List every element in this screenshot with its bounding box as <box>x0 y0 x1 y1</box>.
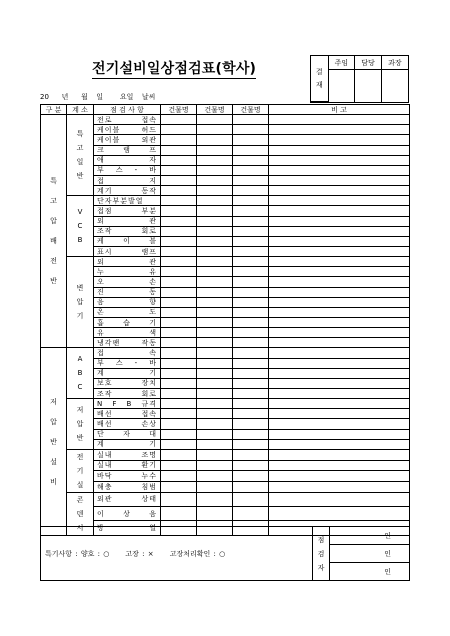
table-row <box>41 358 410 368</box>
table-row <box>41 186 410 196</box>
approval-col-chief: 과장 <box>381 56 408 70</box>
check-item: 보호 장치 <box>94 378 161 388</box>
table-row <box>41 399 410 409</box>
building-result-cell[interactable] <box>197 399 233 409</box>
building-result-cell[interactable] <box>233 419 269 429</box>
table-row <box>41 206 410 216</box>
building-result-cell[interactable] <box>161 175 197 185</box>
building-result-cell[interactable] <box>197 297 233 307</box>
building-result-cell[interactable] <box>233 338 269 348</box>
building-result-cell[interactable] <box>197 125 233 135</box>
building-result-cell[interactable] <box>161 429 197 439</box>
building-result-cell[interactable] <box>197 155 233 165</box>
table-row <box>41 196 410 206</box>
building-result-cell[interactable] <box>197 145 233 155</box>
remarks-cell[interactable] <box>269 328 410 338</box>
check-item: 오 손 <box>94 277 161 287</box>
building-result-cell[interactable] <box>161 449 197 460</box>
building-result-cell[interactable] <box>161 338 197 348</box>
remarks-cell[interactable] <box>269 492 410 506</box>
building-result-cell[interactable] <box>197 307 233 317</box>
check-item: 크 램 프 <box>94 145 161 155</box>
building-result-cell[interactable] <box>197 419 233 429</box>
building-result-cell[interactable] <box>233 287 269 297</box>
remarks-cell[interactable] <box>269 471 410 482</box>
building-result-cell[interactable] <box>233 328 269 338</box>
header-category: 구 분 <box>41 105 67 115</box>
building-result-cell[interactable] <box>197 471 233 482</box>
check-item: 조작 회로 <box>94 388 161 398</box>
building-result-cell[interactable] <box>233 482 269 493</box>
building-result-cell[interactable] <box>161 307 197 317</box>
check-item: 전로 접속 <box>94 115 161 125</box>
section-label: 변 압 기 <box>67 257 94 348</box>
building-result-cell[interactable] <box>197 358 233 368</box>
table-row <box>41 165 410 175</box>
building-result-cell[interactable] <box>161 471 197 482</box>
footer-table <box>40 526 410 581</box>
check-item: 이 상 음 <box>94 507 161 521</box>
approval-side-label: 결 재 <box>311 56 328 102</box>
building-result-cell[interactable] <box>233 216 269 226</box>
building-result-cell[interactable] <box>197 338 233 348</box>
approval-box <box>310 55 409 103</box>
building-result-cell[interactable] <box>197 482 233 493</box>
table-row <box>41 368 410 378</box>
remarks-cell[interactable] <box>269 115 410 125</box>
inspection-table <box>40 104 410 536</box>
building-result-cell[interactable] <box>161 409 197 419</box>
header-section: 계 소 <box>67 105 94 115</box>
building-result-cell[interactable] <box>233 399 269 409</box>
section-label: 특 고 일 반 <box>67 115 94 196</box>
building-result-cell[interactable] <box>161 125 197 135</box>
remarks-cell[interactable] <box>269 155 410 165</box>
building-result-cell[interactable] <box>233 115 269 125</box>
building-result-cell[interactable] <box>233 135 269 145</box>
building-result-cell[interactable] <box>233 317 269 327</box>
check-item: 외관 상태 <box>94 492 161 506</box>
remarks-cell[interactable] <box>269 297 410 307</box>
remarks-cell[interactable] <box>269 287 410 297</box>
remarks-cell[interactable] <box>269 175 410 185</box>
building-result-cell[interactable] <box>161 358 197 368</box>
approval-sign-cell[interactable] <box>328 70 355 102</box>
table-row <box>41 115 410 125</box>
remarks-cell[interactable] <box>269 236 410 246</box>
check-item: 케이블 외관 <box>94 135 161 145</box>
building-result-cell[interactable] <box>161 287 197 297</box>
building-result-cell[interactable] <box>161 277 197 287</box>
table-row <box>41 482 410 493</box>
table-row <box>41 287 410 297</box>
remarks-cell[interactable] <box>269 317 410 327</box>
table-row <box>41 338 410 348</box>
building-result-cell[interactable] <box>161 328 197 338</box>
check-item: 바닥 누수 <box>94 471 161 482</box>
building-result-cell[interactable] <box>197 449 233 460</box>
building-result-cell[interactable] <box>197 206 233 216</box>
building-result-cell[interactable] <box>197 409 233 419</box>
building-result-cell[interactable] <box>161 165 197 175</box>
remarks-cell[interactable] <box>269 409 410 419</box>
building-result-cell[interactable] <box>161 135 197 145</box>
building-result-cell[interactable] <box>197 277 233 287</box>
building-result-cell[interactable] <box>161 216 197 226</box>
building-result-cell[interactable] <box>233 368 269 378</box>
table-row <box>41 125 410 135</box>
building-result-cell[interactable] <box>197 236 233 246</box>
remarks-cell[interactable] <box>269 307 410 317</box>
table-row <box>41 328 410 338</box>
table-row <box>41 471 410 482</box>
building-result-cell[interactable] <box>161 388 197 398</box>
category-label: 저 압 반 설 비 <box>41 348 67 535</box>
building-result-cell[interactable] <box>197 135 233 145</box>
building-result-cell[interactable] <box>233 226 269 236</box>
building-result-cell[interactable] <box>161 267 197 277</box>
building-result-cell[interactable] <box>233 196 269 206</box>
special-notes-legend: 특기사항 : 양호 : ○ 고장 : × 고장처리확인 : ○ <box>41 527 313 581</box>
check-item: 조작 회로 <box>94 226 161 236</box>
building-result-cell[interactable] <box>197 115 233 125</box>
remarks-cell[interactable] <box>269 226 410 236</box>
approval-sign-cell[interactable] <box>381 70 408 102</box>
building-result-cell[interactable] <box>161 419 197 429</box>
building-result-cell[interactable] <box>233 277 269 287</box>
check-item: 케 이 블 <box>94 236 161 246</box>
table-row <box>41 429 410 439</box>
remarks-cell[interactable] <box>269 125 410 135</box>
building-result-cell[interactable] <box>197 348 233 358</box>
remarks-cell[interactable] <box>269 186 410 196</box>
header-building: 건물명 <box>197 105 233 115</box>
building-result-cell[interactable] <box>233 155 269 165</box>
building-result-cell[interactable] <box>161 145 197 155</box>
building-result-cell[interactable] <box>233 186 269 196</box>
table-row <box>41 175 410 185</box>
header-building: 건물명 <box>161 105 197 115</box>
building-result-cell[interactable] <box>233 246 269 256</box>
building-result-cell[interactable] <box>161 196 197 206</box>
check-item: 케이블 허드 <box>94 125 161 135</box>
building-result-cell[interactable] <box>161 236 197 246</box>
table-row <box>41 216 410 226</box>
remarks-cell[interactable] <box>269 338 410 348</box>
table-row <box>41 419 410 429</box>
building-result-cell[interactable] <box>161 399 197 409</box>
check-item: 온 도 <box>94 307 161 317</box>
building-result-cell[interactable] <box>161 507 197 521</box>
page-title: 전기설비일상점검표(학사) <box>92 58 256 79</box>
building-result-cell[interactable] <box>197 165 233 175</box>
remarks-cell[interactable] <box>269 165 410 175</box>
building-result-cell[interactable] <box>161 482 197 493</box>
building-result-cell[interactable] <box>197 507 233 521</box>
building-result-cell[interactable] <box>233 460 269 471</box>
inspector-sign-cell[interactable]: 인 <box>330 527 410 545</box>
check-item: 애 자 <box>94 155 161 165</box>
building-result-cell[interactable] <box>161 246 197 256</box>
table-row <box>41 267 410 277</box>
check-item: 계 기 <box>94 368 161 378</box>
table-row <box>41 378 410 388</box>
remarks-cell[interactable] <box>269 399 410 409</box>
building-result-cell[interactable] <box>197 460 233 471</box>
check-item: 유 색 <box>94 328 161 338</box>
section-label: V C B <box>67 196 94 257</box>
check-item: 음 향 <box>94 297 161 307</box>
remarks-cell[interactable] <box>269 206 410 216</box>
approval-col-manager: 담당 <box>355 56 382 70</box>
section-label: 콘 덴 서 <box>67 492 94 535</box>
remarks-cell[interactable] <box>269 145 410 155</box>
building-result-cell[interactable] <box>161 378 197 388</box>
building-result-cell[interactable] <box>233 175 269 185</box>
header-check-item: 점 검 사 항 <box>94 105 161 115</box>
building-result-cell[interactable] <box>161 439 197 449</box>
table-row <box>41 135 410 145</box>
building-result-cell[interactable] <box>197 267 233 277</box>
building-result-cell[interactable] <box>233 378 269 388</box>
building-result-cell[interactable] <box>197 328 233 338</box>
building-result-cell[interactable] <box>233 165 269 175</box>
building-result-cell[interactable] <box>161 115 197 125</box>
building-result-cell[interactable] <box>197 226 233 236</box>
remarks-cell[interactable] <box>269 507 410 521</box>
check-item: 접 속 <box>94 348 161 358</box>
building-result-cell[interactable] <box>233 206 269 216</box>
building-result-cell[interactable] <box>233 449 269 460</box>
table-row <box>41 348 410 358</box>
building-result-cell[interactable] <box>161 317 197 327</box>
building-result-cell[interactable] <box>197 246 233 256</box>
building-result-cell[interactable] <box>161 155 197 165</box>
remarks-cell[interactable] <box>269 277 410 287</box>
building-result-cell[interactable] <box>233 507 269 521</box>
table-row <box>41 277 410 287</box>
building-result-cell[interactable] <box>197 287 233 297</box>
check-item: 접점 부분 <box>94 206 161 216</box>
building-result-cell[interactable] <box>233 297 269 307</box>
building-result-cell[interactable] <box>197 388 233 398</box>
header-remarks: 비 고 <box>269 105 410 115</box>
building-result-cell[interactable] <box>197 378 233 388</box>
remarks-cell[interactable] <box>269 482 410 493</box>
table-row <box>41 409 410 419</box>
table-row <box>41 155 410 165</box>
table-row <box>41 439 410 449</box>
building-result-cell[interactable] <box>161 206 197 216</box>
remarks-cell[interactable] <box>269 246 410 256</box>
building-result-cell[interactable] <box>233 471 269 482</box>
table-row <box>41 460 410 471</box>
check-item: 배선 접속 <box>94 409 161 419</box>
remarks-cell[interactable] <box>269 449 410 460</box>
check-item: 흡 습 기 <box>94 317 161 327</box>
building-result-cell[interactable] <box>233 388 269 398</box>
building-result-cell[interactable] <box>161 368 197 378</box>
inspector-sign-cell[interactable]: 인 <box>330 545 410 563</box>
inspector-sign-cell[interactable]: 인 <box>330 563 410 581</box>
check-item: 진 동 <box>94 287 161 297</box>
check-item: 해충 침범 <box>94 482 161 493</box>
table-row <box>41 317 410 327</box>
building-result-cell[interactable] <box>233 429 269 439</box>
remarks-cell[interactable] <box>269 439 410 449</box>
remarks-cell[interactable] <box>269 257 410 267</box>
check-item: 단 자 대 <box>94 429 161 439</box>
table-row <box>41 297 410 307</box>
remarks-cell[interactable] <box>269 388 410 398</box>
table-row <box>41 507 410 521</box>
table-row <box>41 388 410 398</box>
check-item: 방 열 <box>94 521 161 535</box>
check-item: 외 관 <box>94 216 161 226</box>
building-result-cell[interactable] <box>197 368 233 378</box>
building-result-cell[interactable] <box>233 358 269 368</box>
building-result-cell[interactable] <box>197 175 233 185</box>
building-result-cell[interactable] <box>161 226 197 236</box>
remarks-cell[interactable] <box>269 378 410 388</box>
check-item: 단자부분발열 <box>94 196 161 206</box>
building-result-cell[interactable] <box>197 439 233 449</box>
building-result-cell[interactable] <box>197 186 233 196</box>
building-result-cell[interactable] <box>233 409 269 419</box>
remarks-cell[interactable] <box>269 135 410 145</box>
building-result-cell[interactable] <box>197 216 233 226</box>
remarks-cell[interactable] <box>269 460 410 471</box>
building-result-cell[interactable] <box>233 257 269 267</box>
remarks-cell[interactable] <box>269 368 410 378</box>
remarks-cell[interactable] <box>269 429 410 439</box>
check-item: 접 지 <box>94 175 161 185</box>
check-item: 외 관 <box>94 257 161 267</box>
building-result-cell[interactable] <box>197 492 233 506</box>
building-result-cell[interactable] <box>233 307 269 317</box>
check-item: 누 유 <box>94 267 161 277</box>
building-result-cell[interactable] <box>233 236 269 246</box>
section-label: A B C <box>67 348 94 399</box>
building-result-cell[interactable] <box>161 257 197 267</box>
check-item: 부 스 - 바 <box>94 358 161 368</box>
building-result-cell[interactable] <box>161 492 197 506</box>
building-result-cell[interactable] <box>197 196 233 206</box>
table-row <box>41 246 410 256</box>
table-row <box>41 236 410 246</box>
table-row <box>41 307 410 317</box>
check-item: 계기 동작 <box>94 186 161 196</box>
building-result-cell[interactable] <box>197 429 233 439</box>
check-item: 냉각팬 작동 <box>94 338 161 348</box>
header-row <box>41 105 410 115</box>
section-label: 전 기 실 <box>67 449 94 492</box>
approval-col-supervisor: 주임 <box>328 56 355 70</box>
remarks-cell[interactable] <box>269 196 410 206</box>
remarks-cell[interactable] <box>269 358 410 368</box>
category-label: 특 고 압 배 전 반 <box>41 115 67 348</box>
remarks-cell[interactable] <box>269 216 410 226</box>
building-result-cell[interactable] <box>233 267 269 277</box>
section-label: 저 압 반 <box>67 399 94 450</box>
check-item: N F B 규격 <box>94 399 161 409</box>
building-result-cell[interactable] <box>197 257 233 267</box>
building-result-cell[interactable] <box>161 186 197 196</box>
table-row <box>41 145 410 155</box>
remarks-cell[interactable] <box>269 348 410 358</box>
remarks-cell[interactable] <box>269 419 410 429</box>
check-item: 부 스 - 바 <box>94 165 161 175</box>
check-item: 실내 조명 <box>94 449 161 460</box>
table-row <box>41 226 410 236</box>
building-result-cell[interactable] <box>233 492 269 506</box>
building-result-cell[interactable] <box>233 439 269 449</box>
approval-sign-cell[interactable] <box>355 70 382 102</box>
check-item: 계 기 <box>94 439 161 449</box>
inspector-label: 점 검 자 <box>313 527 330 581</box>
remarks-cell[interactable] <box>269 267 410 277</box>
table-row <box>41 257 410 267</box>
building-result-cell[interactable] <box>233 348 269 358</box>
check-item: 표시 램프 <box>94 246 161 256</box>
header-building: 건물명 <box>233 105 269 115</box>
building-result-cell[interactable] <box>233 125 269 135</box>
building-result-cell[interactable] <box>161 297 197 307</box>
building-result-cell[interactable] <box>161 348 197 358</box>
building-result-cell[interactable] <box>197 317 233 327</box>
check-item: 실내 환기 <box>94 460 161 471</box>
check-item: 배선 손상 <box>94 419 161 429</box>
building-result-cell[interactable] <box>233 145 269 155</box>
table-row <box>41 492 410 506</box>
table-row <box>41 449 410 460</box>
building-result-cell[interactable] <box>161 460 197 471</box>
date-weather-line: 20 년 월 일 요일 날씨 <box>40 93 156 101</box>
